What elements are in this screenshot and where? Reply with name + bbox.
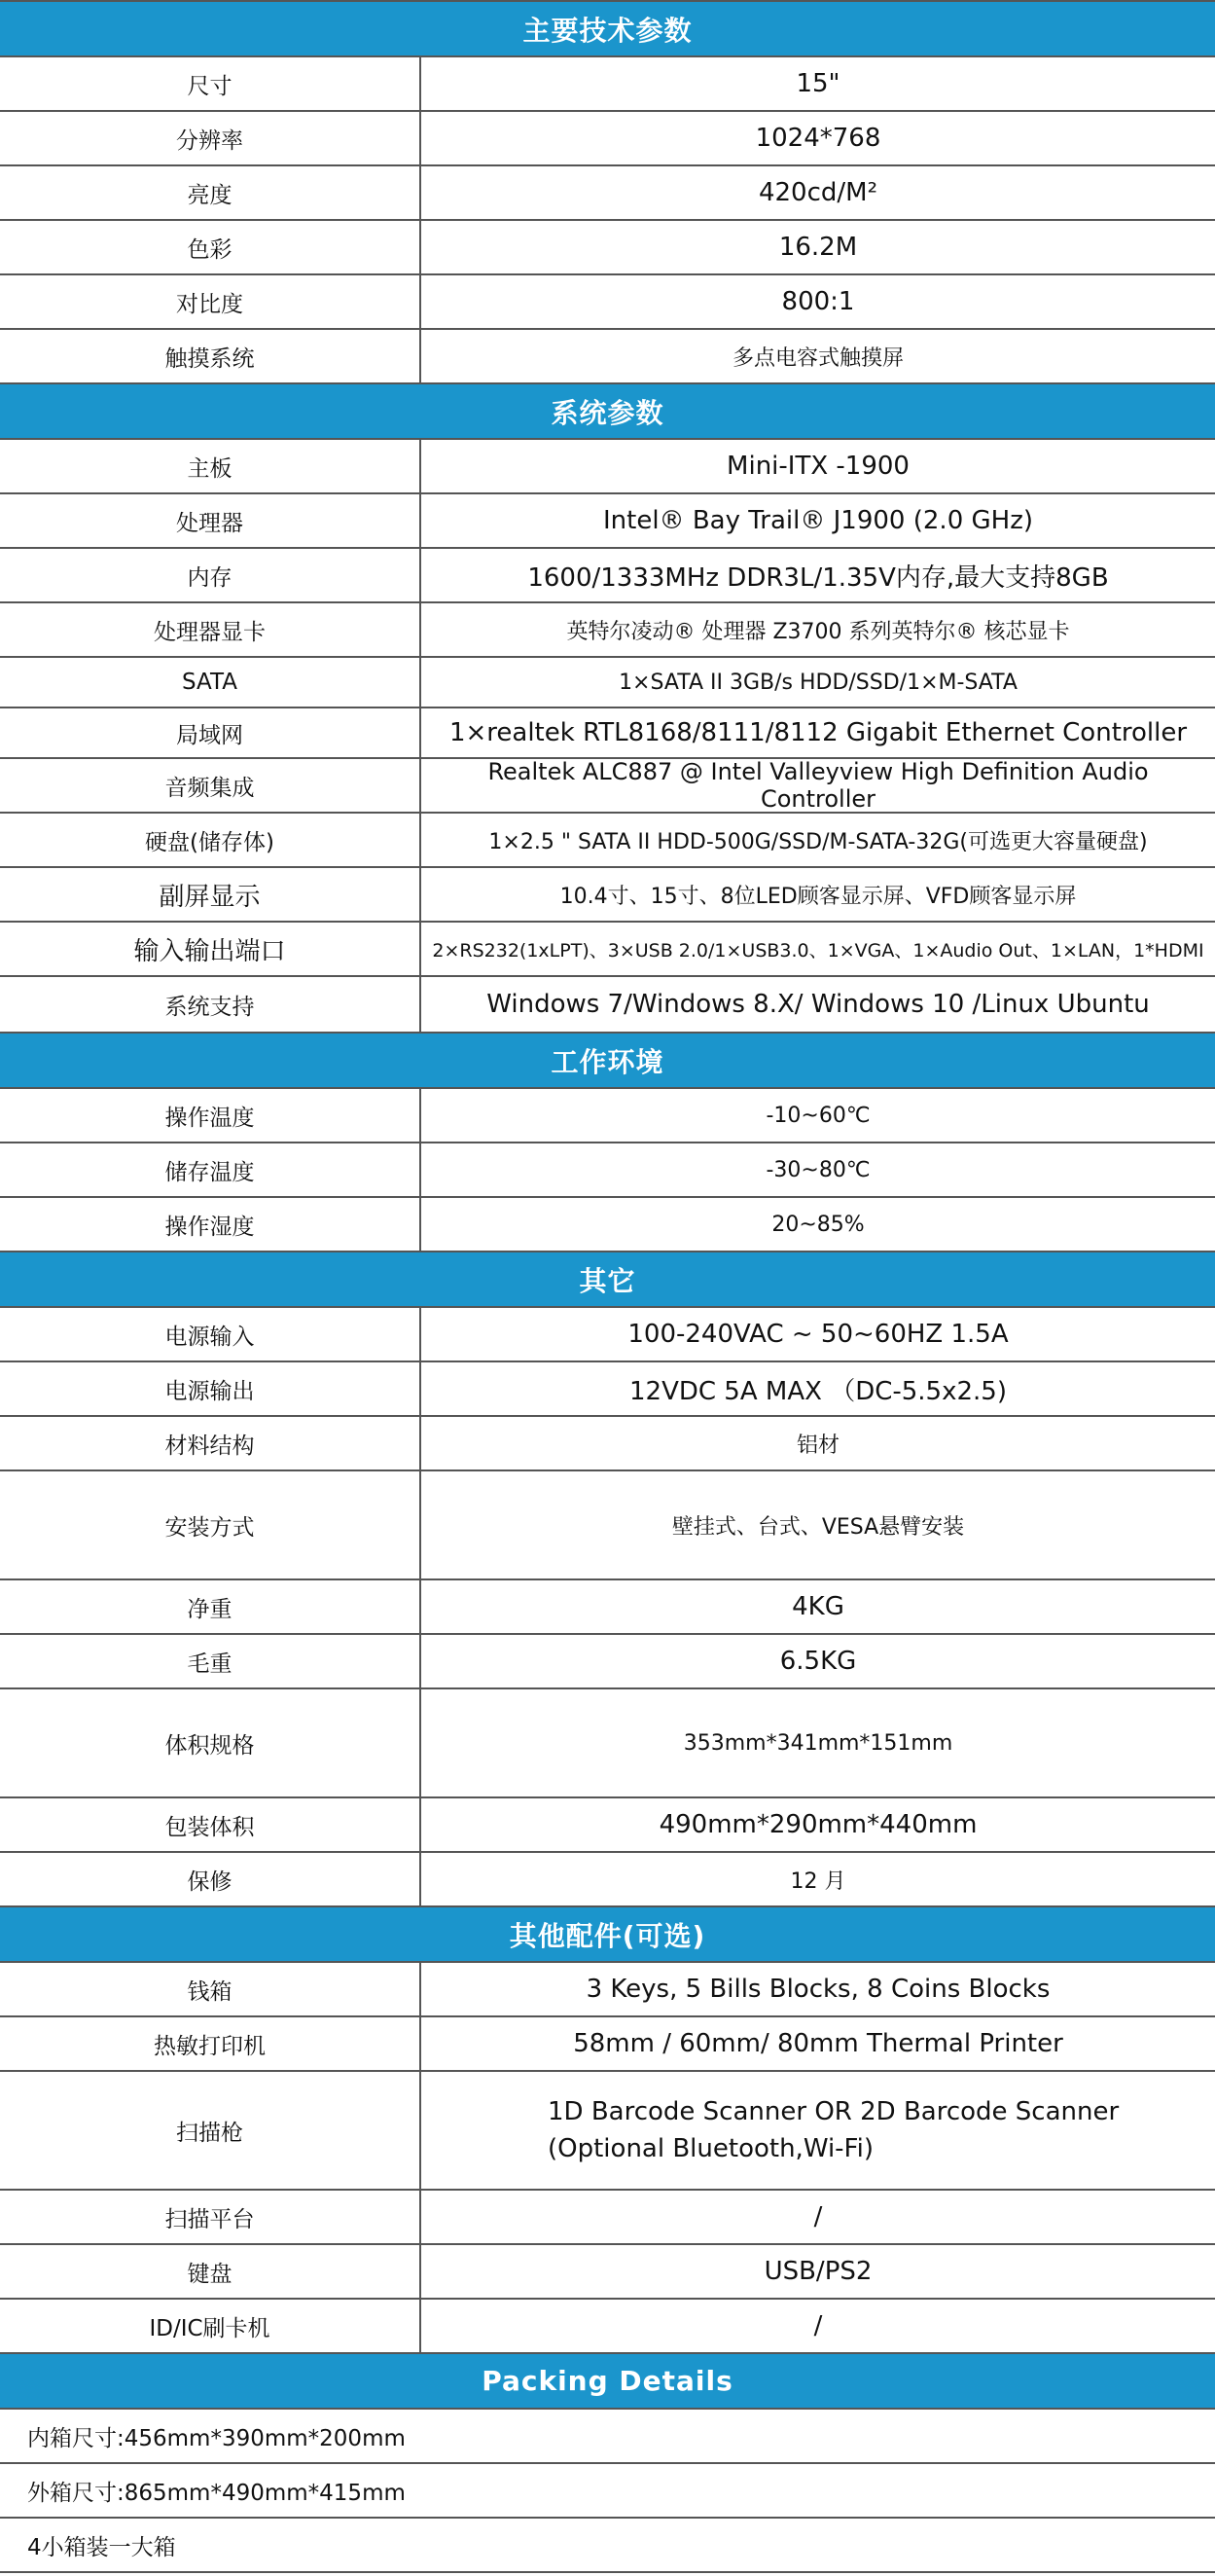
spec-label: 毛重 (0, 1635, 421, 1687)
spec-label: ID/IC刷卡机 (0, 2300, 421, 2352)
spec-row (0, 1417, 1215, 1471)
spec-value: 20~85% (771, 1212, 865, 1237)
spec-value: 10.4寸、15寸、8位LED顾客显示屏、VFD顾客显示屏 (559, 884, 1077, 909)
spec-value: -10~60℃ (766, 1103, 871, 1128)
spec-label: 体积规格 (0, 1689, 421, 1796)
spec-row (0, 330, 1215, 384)
section-header-main-specs: 主要技术参数 (0, 2, 1215, 57)
spec-row (0, 708, 1215, 759)
spec-row (0, 1198, 1215, 1252)
spec-value: / (813, 2202, 823, 2231)
spec-label: 扫描平台 (0, 2191, 421, 2243)
spec-label: 保修 (0, 1853, 421, 1905)
spec-value: Intel® Bay Trail® J1900 (2.0 GHz) (603, 506, 1033, 535)
spec-row (0, 2072, 1215, 2191)
spec-value: 6.5KG (779, 1647, 857, 1676)
spec-row (0, 1471, 1215, 1580)
spec-label: 包装体积 (0, 1798, 421, 1851)
spec-label: 音频集成 (0, 759, 421, 812)
spec-row (0, 2191, 1215, 2245)
spec-label: 色彩 (0, 221, 421, 273)
spec-value: 1×realtek RTL8168/8111/8112 Gigabit Ethernet Controller (448, 718, 1188, 747)
spec-row (0, 1580, 1215, 1635)
spec-row (0, 814, 1215, 868)
spec-value: 353mm*341mm*151mm (683, 1730, 953, 1756)
spec-row (0, 440, 1215, 494)
spec-row (0, 2245, 1215, 2300)
packing-line: 外箱尺寸:865mm*490mm*415mm (0, 2464, 1215, 2519)
spec-row (0, 1853, 1215, 1907)
spec-value: Realtek ALC887 @ Intel Valleyview High Definition Audio Controller (487, 758, 1149, 813)
spec-row (0, 2017, 1215, 2072)
spec-label: 净重 (0, 1580, 421, 1633)
spec-row (0, 1689, 1215, 1798)
spec-value: -30~80℃ (766, 1157, 871, 1182)
spec-row (0, 658, 1215, 708)
spec-value: 多点电容式触摸屏 (732, 345, 904, 371)
spec-label: 热敏打印机 (0, 2017, 421, 2070)
spec-row (0, 1798, 1215, 1853)
spec-value: 铝材 (796, 1433, 840, 1458)
spec-row (0, 1308, 1215, 1362)
spec-row (0, 221, 1215, 275)
spec-value-line: (Optional Bluetooth,Wi-Fi) (548, 2134, 874, 2163)
spec-row (0, 1143, 1215, 1198)
spec-value: 4KG (792, 1592, 844, 1621)
spec-value: 12VDC 5A MAX （DC-5.5x2.5) (629, 1376, 1007, 1406)
spec-row (0, 57, 1215, 112)
spec-value: 12 月 (790, 1869, 846, 1894)
spec-value: 壁挂式、台式、VESA悬臂安装 (671, 1514, 965, 1540)
spec-row (0, 1635, 1215, 1689)
spec-label: 触摸系统 (0, 330, 421, 382)
spec-label: 储存温度 (0, 1143, 421, 1196)
spec-row (0, 2300, 1215, 2354)
spec-value (421, 2072, 1215, 2189)
spec-value: 1024*768 (755, 124, 881, 153)
spec-row (0, 275, 1215, 330)
spec-label: 键盘 (0, 2245, 421, 2298)
spec-label: 分辨率 (0, 112, 421, 164)
spec-row (0, 1963, 1215, 2017)
spec-row (0, 112, 1215, 166)
spec-value: / (813, 2311, 823, 2340)
spec-value: 1600/1333MHz DDR3L/1.35V内存,最大支持8GB (527, 562, 1109, 593)
spec-label: 副屏显示 (0, 868, 421, 921)
spec-row (0, 923, 1215, 977)
spec-label: 扫描枪 (0, 2072, 421, 2189)
spec-label: SATA (0, 658, 421, 707)
spec-value: 1×2.5 " SATA II HDD-500G/SSD/M-SATA-32G(可选更大容量硬盘) (488, 829, 1148, 854)
spec-value: 1×SATA II 3GB/s HDD/SSD/1×M-SATA (619, 670, 1018, 695)
spec-value: USB/PS2 (764, 2257, 873, 2286)
spec-label: 安装方式 (0, 1471, 421, 1578)
spec-label: 处理器显卡 (0, 603, 421, 656)
spec-value: 800:1 (781, 287, 855, 316)
spec-label: 尺寸 (0, 57, 421, 110)
spec-label: 对比度 (0, 275, 421, 328)
spec-value: 100-240VAC ~ 50~60HZ 1.5A (627, 1320, 1009, 1349)
spec-row (0, 977, 1215, 1034)
spec-label: 电源输入 (0, 1308, 421, 1361)
spec-value: 3 Keys, 5 Bills Blocks, 8 Coins Blocks (586, 1975, 1051, 2004)
section-header-other: 其它 (0, 1252, 1215, 1308)
packing-line: 4小箱装一大箱 (0, 2519, 1215, 2573)
spec-label: 局域网 (0, 708, 421, 757)
spec-label: 操作湿度 (0, 1198, 421, 1251)
spec-label: 主板 (0, 440, 421, 492)
section-header-accessories: 其他配件(可选) (0, 1907, 1215, 1963)
spec-row (0, 166, 1215, 221)
spec-row (0, 1362, 1215, 1417)
spec-label: 亮度 (0, 166, 421, 219)
spec-value: 58mm / 60mm/ 80mm Thermal Printer (573, 2029, 1063, 2058)
spec-row (0, 759, 1215, 814)
spec-value: 2×RS232(1xLPT)、3×USB 2.0/1×USB3.0、1×VGA、1×Audio Out、1×LAN，1*HDMI (432, 939, 1204, 961)
spec-label: 处理器 (0, 494, 421, 547)
spec-row (0, 494, 1215, 549)
section-header-environment: 工作环境 (0, 1034, 1215, 1089)
section-header-system-specs: 系统参数 (0, 384, 1215, 440)
spec-label: 电源输出 (0, 1362, 421, 1415)
spec-value: Mini-ITX -1900 (727, 452, 910, 481)
section-header-packing: Packing Details (0, 2354, 1215, 2410)
spec-label: 硬盘(储存体) (0, 814, 421, 866)
spec-value: 420cd/M² (758, 178, 878, 207)
spec-value: 490mm*290mm*440mm (659, 1810, 978, 1839)
spec-row (0, 549, 1215, 603)
spec-value: Windows 7/Windows 8.X/ Windows 10 /Linux Ubuntu (486, 990, 1150, 1019)
spec-value: 15" (796, 69, 840, 98)
spec-label: 输入输出端口 (0, 923, 421, 975)
spec-value-line: 1D Barcode Scanner OR 2D Barcode Scanner (548, 2097, 1120, 2126)
spec-label: 钱箱 (0, 1963, 421, 2015)
spec-row (0, 1089, 1215, 1143)
packing-line: 内箱尺寸:456mm*390mm*200mm (0, 2410, 1215, 2464)
spec-label: 系统支持 (0, 977, 421, 1032)
spec-row (0, 868, 1215, 923)
spec-label: 材料结构 (0, 1417, 421, 1469)
spec-row (0, 603, 1215, 658)
spec-value: 英特尔凌动® 处理器 Z3700 系列英特尔® 核芯显卡 (566, 619, 1070, 644)
spec-label: 内存 (0, 549, 421, 601)
spec-value: 16.2M (778, 233, 858, 262)
spec-label: 操作温度 (0, 1089, 421, 1142)
